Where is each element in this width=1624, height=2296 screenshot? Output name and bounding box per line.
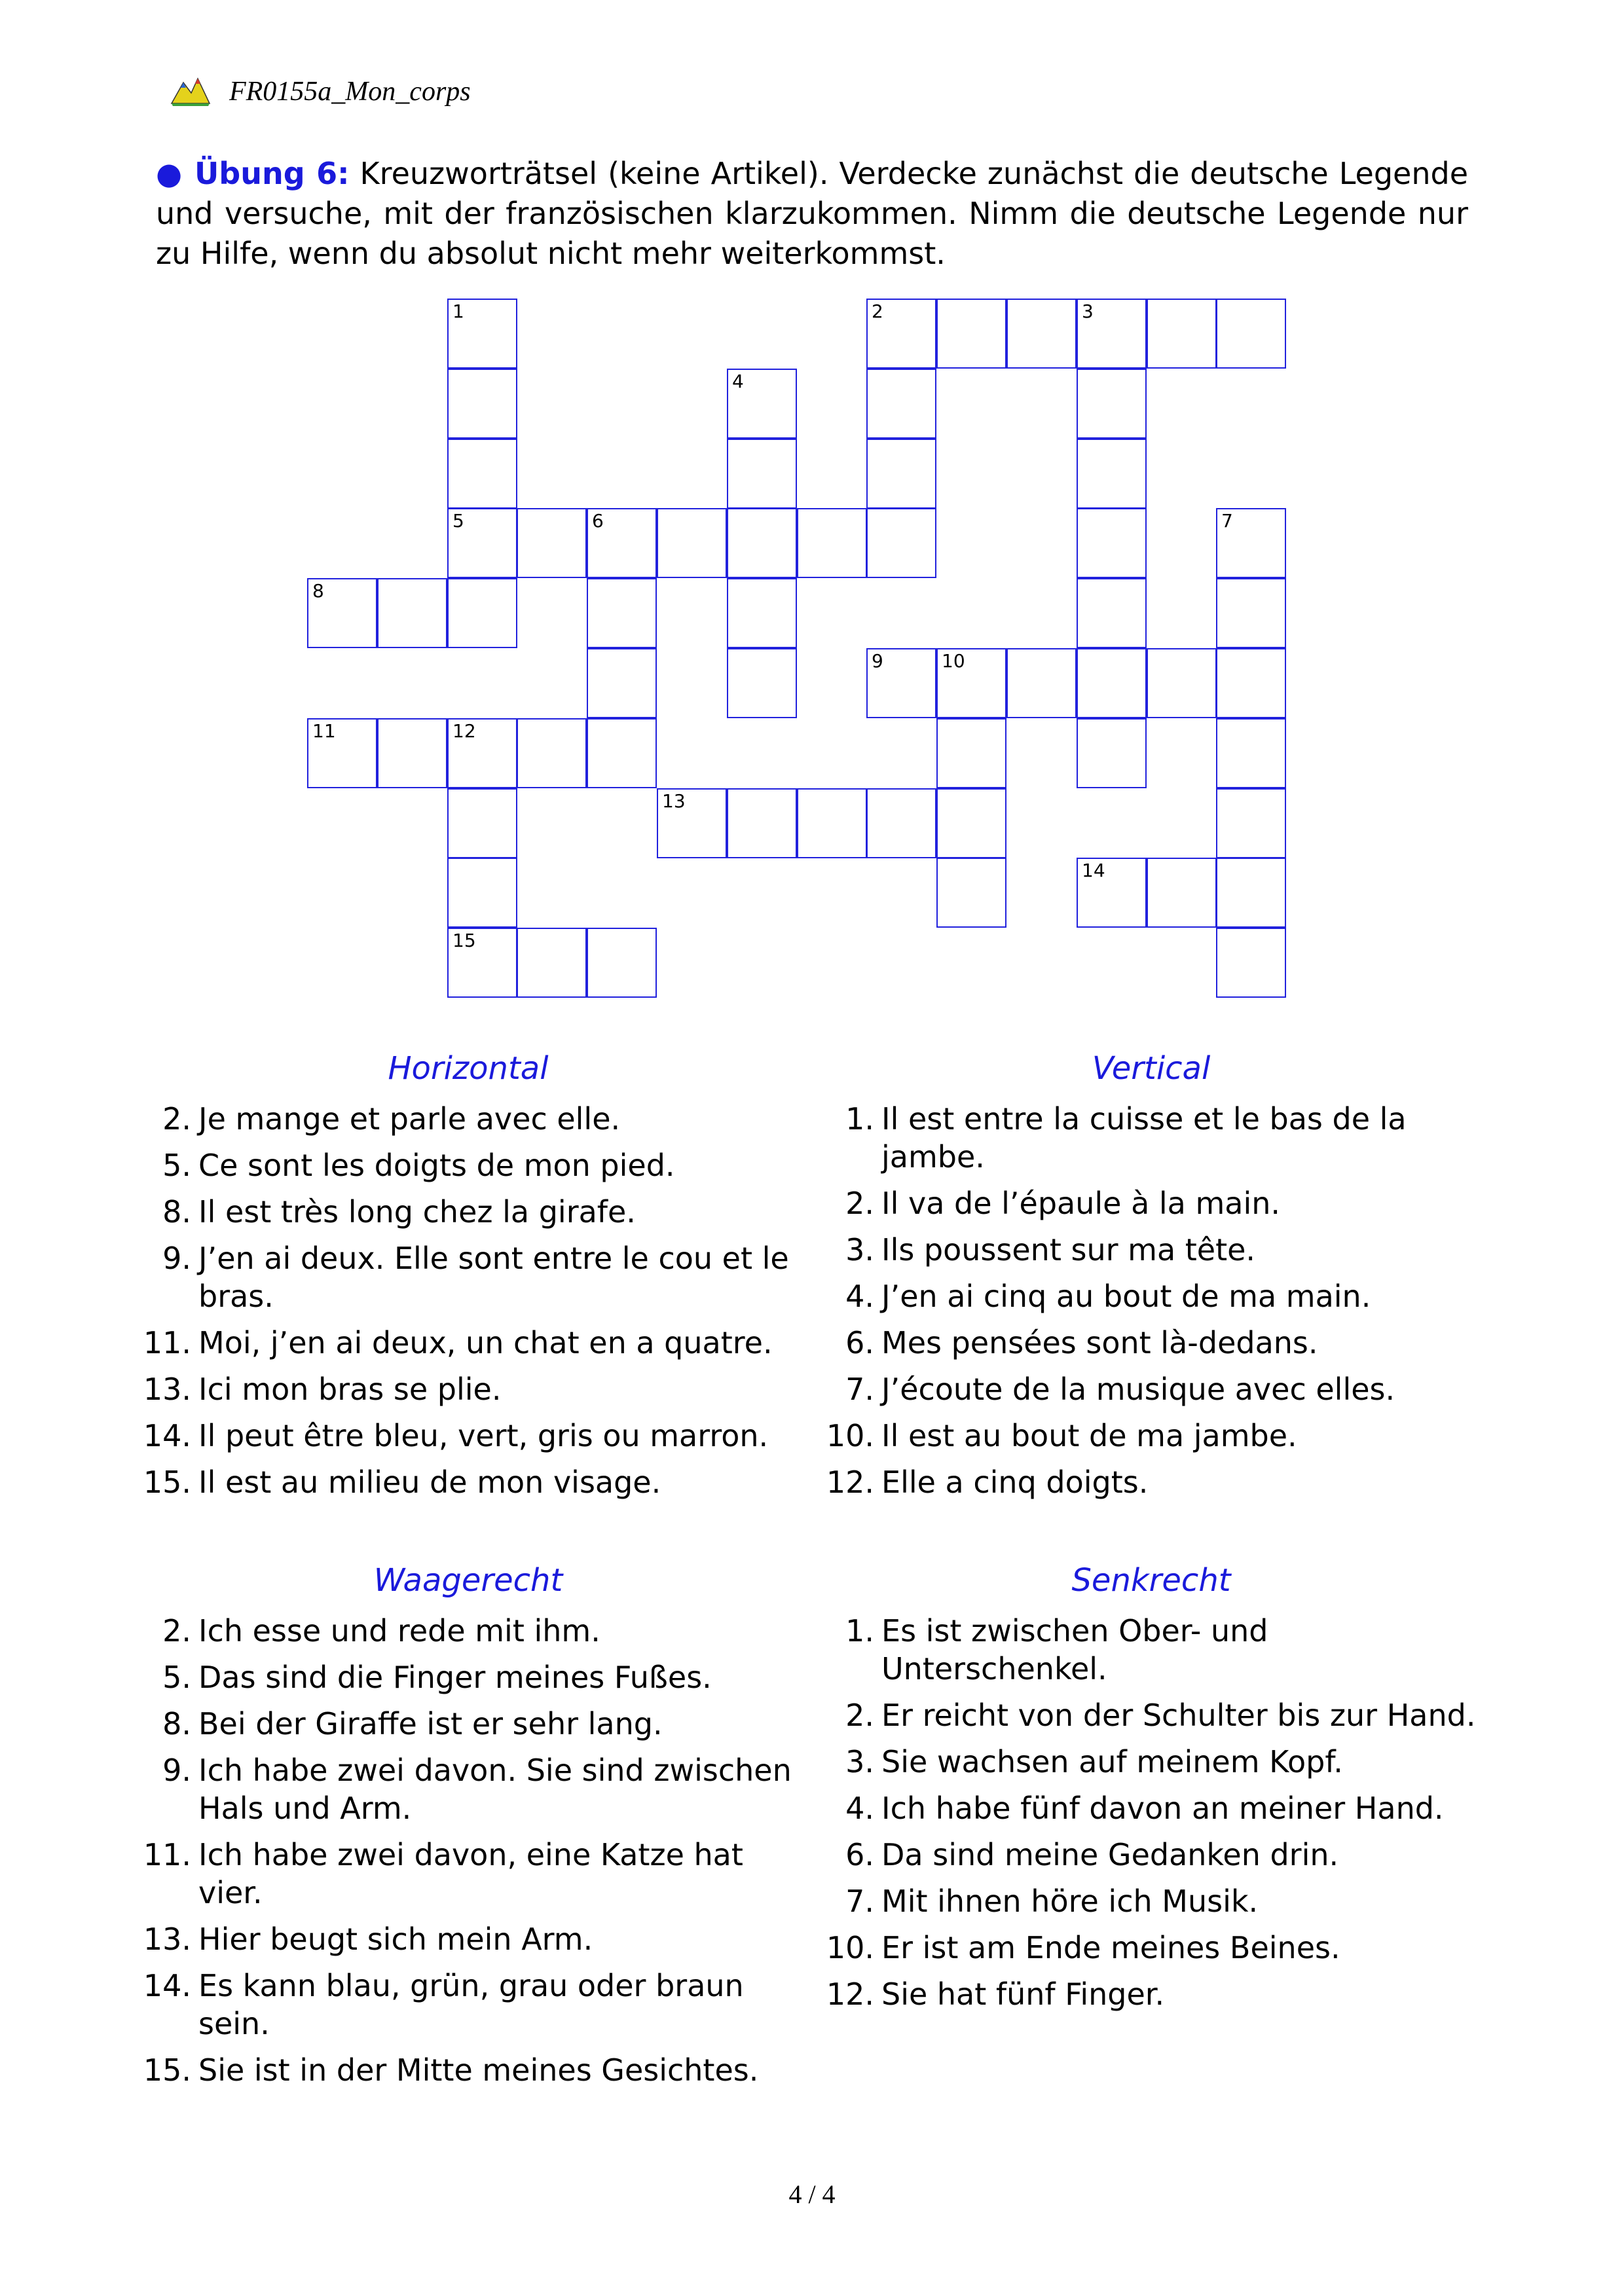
crossword-cell[interactable] (1147, 858, 1217, 928)
clue-item (821, 1463, 1482, 1501)
clue-number: 8 (312, 580, 324, 602)
crossword-cell[interactable] (797, 508, 867, 578)
clue-item-number: 9. (162, 1753, 191, 1788)
exercise-label: ● Übung 6: (156, 156, 350, 191)
crossword-cell[interactable] (1147, 648, 1217, 718)
crossword-cell[interactable] (1216, 788, 1286, 858)
clue-item-text: Das sind die Finger meines Fußes. (198, 1660, 712, 1695)
clue-number: 10 (942, 650, 965, 672)
crossword-cell[interactable] (517, 508, 587, 578)
german-vertical-heading: Senkrecht (1071, 1562, 1231, 1599)
clue-item-number: 3. (845, 1232, 874, 1267)
clue-item-number: 10. (826, 1930, 874, 1965)
crossword-cell[interactable] (517, 718, 587, 788)
crossword-cell[interactable] (1147, 299, 1217, 369)
clue-number: 2 (872, 301, 883, 322)
clue-item-text: Je mange et parle avec elle. (198, 1101, 621, 1137)
crossword-cell[interactable] (447, 369, 517, 439)
page-number: 4 / 4 (788, 2179, 836, 2209)
clue-item-number: 2. (162, 1101, 191, 1137)
crossword-cell[interactable] (377, 578, 447, 648)
crossword-cell[interactable] (1216, 928, 1286, 998)
clue-item (821, 1370, 1482, 1408)
crossword-cell[interactable] (1077, 299, 1147, 369)
clue-item (138, 1658, 799, 1696)
clue-number: 4 (732, 371, 744, 392)
clue-item-text: Ici mon bras se plie. (198, 1372, 502, 1407)
clue-item-text: Er ist am Ende meines Beines. (881, 1930, 1340, 1965)
clue-item-text: Il est très long chez la girafe. (198, 1194, 636, 1230)
clue-item-number: 8. (162, 1194, 191, 1230)
clue-item-text: Bei der Giraffe ist er sehr lang. (198, 1706, 663, 1741)
clue-number: 3 (1082, 301, 1094, 322)
clue-item-number: 15. (143, 1465, 191, 1500)
clue-item (138, 1324, 799, 1362)
clue-item-number: 2. (162, 1613, 191, 1649)
crossword-cell[interactable] (727, 578, 797, 648)
crossword-cell[interactable] (936, 718, 1006, 788)
clue-item (138, 1417, 799, 1455)
clue-item-text: Er reicht von der Schulter bis zur Hand. (881, 1698, 1476, 1733)
clue-item-number: 8. (162, 1706, 191, 1741)
clue-item-text: Ce sont les doigts de mon pied. (198, 1148, 675, 1183)
clue-item-text: Sie wachsen auf meinem Kopf. (881, 1744, 1343, 1779)
crossword-cell[interactable] (587, 578, 657, 648)
crossword-cell[interactable] (517, 928, 587, 998)
clue-item (138, 1239, 799, 1315)
crossword-cell[interactable] (866, 369, 936, 439)
clue-item-text: Il va de l’épaule à la main. (881, 1186, 1281, 1221)
clue-item (138, 1751, 799, 1827)
crossword-cell[interactable] (727, 439, 797, 509)
clue-item-number: 12. (826, 1465, 874, 1500)
clue-item-number: 4. (845, 1791, 874, 1826)
clue-item (821, 1231, 1482, 1269)
crossword-cell[interactable] (727, 648, 797, 718)
german-vertical-clues (821, 1561, 1482, 2022)
clue-item (821, 1184, 1482, 1222)
clue-item-text: Il peut être bleu, vert, gris ou marron. (198, 1418, 769, 1453)
clue-item (138, 1612, 799, 1650)
crossword-cell[interactable] (1216, 508, 1286, 578)
crossword-cell[interactable] (727, 788, 797, 858)
french-vertical-clues (821, 1049, 1482, 1510)
clue-item (821, 1417, 1482, 1455)
german-horizontal-clues (138, 1561, 799, 2098)
clue-item-text: Es ist zwischen Ober- und Unterschenkel. (881, 1613, 1268, 1686)
clue-item-text: Sie hat fünf Finger. (881, 1977, 1165, 2012)
clue-item-number: 7. (845, 1372, 874, 1407)
crossword-cell[interactable] (377, 718, 447, 788)
clue-item-number: 5. (162, 1660, 191, 1695)
clue-number: 5 (452, 510, 464, 532)
crossword-cell[interactable] (866, 439, 936, 509)
clue-item-number: 11. (143, 1837, 191, 1872)
crossword-cell[interactable] (587, 508, 657, 578)
clue-number: 6 (592, 510, 604, 532)
clue-item (821, 1612, 1482, 1688)
crossword-cell[interactable] (1216, 858, 1286, 928)
clue-item-number: 6. (845, 1325, 874, 1360)
crossword-cell[interactable] (587, 928, 657, 998)
clue-item (821, 1324, 1482, 1362)
clue-number: 7 (1221, 510, 1233, 532)
clue-item-number: 10. (826, 1418, 874, 1453)
clue-item-number: 9. (162, 1241, 191, 1276)
clue-item-number: 14. (143, 1418, 191, 1453)
clue-item (821, 1836, 1482, 1874)
french-horizontal-heading: Horizontal (388, 1050, 549, 1087)
clue-item-number: 4. (845, 1279, 874, 1314)
clue-item (821, 1929, 1482, 1967)
clue-item (821, 1743, 1482, 1781)
crossword-cell[interactable] (866, 299, 936, 369)
clue-item-number: 2. (845, 1698, 874, 1733)
crossword-cell[interactable] (447, 788, 517, 858)
crossword-cell[interactable] (447, 439, 517, 509)
crossword-cell[interactable] (936, 858, 1006, 928)
clue-item-text: Hier beugt sich mein Arm. (198, 1922, 593, 1957)
clue-item-text: Il est entre la cuisse et le bas de la jambe. (881, 1101, 1407, 1175)
french-vertical-heading: Vertical (1092, 1050, 1211, 1087)
german-horizontal-heading: Waagerecht (373, 1562, 563, 1599)
clue-item (138, 1100, 799, 1138)
clue-item-number: 14. (143, 1968, 191, 2003)
exercise-instructions (156, 154, 1468, 274)
clue-item-text: Moi, j’en ai deux, un chat en a quatre. (198, 1325, 773, 1360)
clue-number: 9 (872, 650, 883, 672)
clue-item-text: Mes pensées sont là-dedans. (881, 1325, 1318, 1360)
crossword-cell[interactable] (797, 788, 867, 858)
clue-item-number: 12. (826, 1977, 874, 2012)
crossword-cell[interactable] (657, 508, 727, 578)
clue-item (821, 1100, 1482, 1176)
clue-item-text: Sie ist in der Mitte meines Gesichtes. (198, 2052, 759, 2088)
clue-item (138, 1836, 799, 1912)
crossword-cell[interactable] (1216, 299, 1286, 369)
clue-number: 12 (452, 720, 476, 742)
clue-item-text: Il est au bout de ma jambe. (881, 1418, 1297, 1453)
crossword-cell[interactable] (307, 578, 377, 648)
clue-item-number: 13. (143, 1372, 191, 1407)
crossword-cell[interactable] (1216, 578, 1286, 648)
document-title: FR0155a_Mon_corps (229, 77, 471, 107)
crossword-cell[interactable] (1077, 858, 1147, 928)
clue-item (138, 1146, 799, 1184)
clue-item-text: Mit ihnen höre ich Musik. (881, 1884, 1259, 1919)
clue-item-number: 2. (845, 1186, 874, 1221)
crossword-cell[interactable] (447, 578, 517, 648)
clue-item-number: 1. (845, 1613, 874, 1649)
crossword-cell[interactable] (936, 299, 1006, 369)
clue-item (138, 1463, 799, 1501)
crossword-cell[interactable] (866, 508, 936, 578)
clue-item-text: Ils poussent sur ma tête. (881, 1232, 1256, 1267)
clue-number: 15 (452, 930, 476, 951)
clue-item-text: Il est au milieu de mon visage. (198, 1465, 661, 1500)
clue-item-text: Da sind meine Gedanken drin. (881, 1837, 1339, 1872)
crossword-cell[interactable] (657, 788, 727, 858)
crossword-cell[interactable] (866, 648, 936, 718)
clue-item-number: 15. (143, 2052, 191, 2088)
clue-item-text: Es kann blau, grün, grau oder braun sein. (198, 1968, 744, 2041)
mountain-logo-icon (169, 73, 211, 107)
crossword-cell[interactable] (1077, 369, 1147, 439)
crossword-cell[interactable] (1077, 508, 1147, 578)
clue-item-number: 3. (845, 1744, 874, 1779)
crossword-cell[interactable] (447, 928, 517, 998)
crossword-cell[interactable] (1077, 718, 1147, 788)
crossword-cell[interactable] (447, 508, 517, 578)
clue-item (138, 2051, 799, 2089)
crossword-cell[interactable] (1006, 648, 1077, 718)
crossword-cell[interactable] (447, 718, 517, 788)
clue-number: 1 (452, 301, 464, 322)
crossword-cell[interactable] (1216, 648, 1286, 718)
clue-item-number: 7. (845, 1884, 874, 1919)
crossword-cell[interactable] (447, 858, 517, 928)
clue-item-text: J’en ai cinq au bout de ma main. (881, 1279, 1371, 1314)
clue-item (821, 1882, 1482, 1920)
crossword-cell[interactable] (307, 718, 377, 788)
crossword-cell[interactable] (936, 648, 1006, 718)
clue-item-text: Ich habe fünf davon an meiner Hand. (881, 1791, 1444, 1826)
crossword-cell[interactable] (1216, 718, 1286, 788)
clue-item (138, 1370, 799, 1408)
crossword-cell[interactable] (587, 718, 657, 788)
crossword-cell[interactable] (727, 508, 797, 578)
clue-item (821, 1789, 1482, 1827)
french-horizontal-clues (138, 1049, 799, 1510)
clue-item (821, 1975, 1482, 2013)
clue-item-text: Ich habe zwei davon. Sie sind zwischen Hals und Arm. (198, 1753, 792, 1826)
crossword-cell[interactable] (447, 299, 517, 369)
crossword-cell[interactable] (1077, 439, 1147, 509)
clue-item-number: 5. (162, 1148, 191, 1183)
crossword-cell[interactable] (727, 369, 797, 439)
clue-item (821, 1696, 1482, 1734)
clue-item (138, 1193, 799, 1231)
clue-number: 14 (1082, 860, 1105, 881)
clue-item-number: 1. (845, 1101, 874, 1137)
crossword-cell[interactable] (1077, 578, 1147, 648)
clue-item (138, 1967, 799, 2043)
crossword-cell[interactable] (587, 648, 657, 718)
clue-item (821, 1277, 1482, 1315)
crossword-cell[interactable] (936, 788, 1006, 858)
clue-item-number: 11. (143, 1325, 191, 1360)
crossword-cell[interactable] (866, 788, 936, 858)
clue-number: 11 (312, 720, 336, 742)
clue-item (138, 1920, 799, 1958)
clue-item-number: 13. (143, 1922, 191, 1957)
clue-item-text: Elle a cinq doigts. (881, 1465, 1149, 1500)
clue-item-text: Ich habe zwei davon, eine Katze hat vier. (198, 1837, 743, 1910)
clue-item-number: 6. (845, 1837, 874, 1872)
clue-item (138, 1705, 799, 1743)
clue-number: 13 (662, 790, 686, 812)
clue-item-text: Ich esse und rede mit ihm. (198, 1613, 600, 1649)
crossword-cell[interactable] (1077, 648, 1147, 718)
crossword-cell[interactable] (1006, 299, 1077, 369)
exercise-text: Kreuzworträtsel (keine Artikel). Verdecke zunächst die deutsche Legende und versuche, mit der französischen klarzukommen. Nimm die deutsche Legende nur zu Hilfe, wenn du absolut nicht mehr weiterkommst. (156, 156, 1469, 271)
clue-item-text: J’écoute de la musique avec elles. (881, 1372, 1395, 1407)
clue-item-text: J’en ai deux. Elle sont entre le cou et le bras. (198, 1241, 789, 1314)
